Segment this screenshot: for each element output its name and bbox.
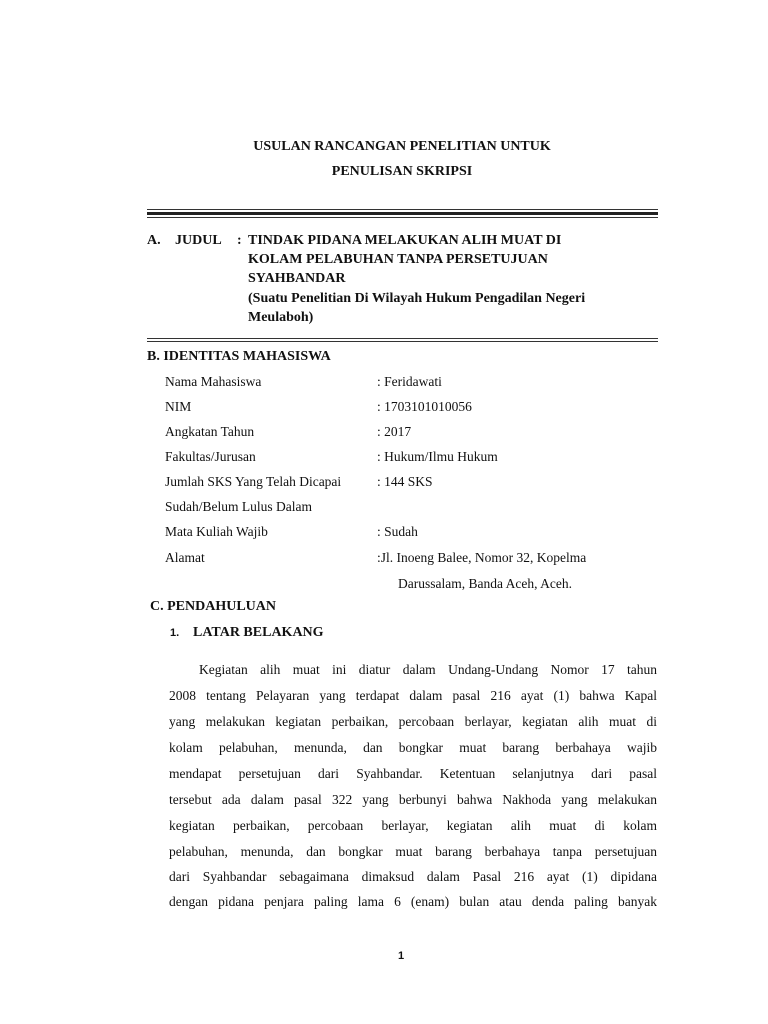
identity-label: Jumlah SKS Yang Telah Dicapai [165,474,342,489]
paragraph-line: pelabuhan, menunda, dan bongkar muat barang berbahaya tanpa persetujuan [169,844,657,859]
identity-label: Fakultas/Jurusan [165,449,256,464]
thesis-subtitle-line: Meulaboh) [248,310,314,325]
thesis-title-line: KOLAM PELABUHAN TANPA PERSETUJUAN [248,252,548,267]
paragraph-line: dari Syahbandar sebagaimana dimaksud dalam Pasal 216 ayat (1) dipidana [169,869,657,884]
identity-value: : Feridawati [377,374,442,389]
thesis-subtitle-line: (Suatu Penelitian Di Wilayah Hukum Pengadilan Negeri [248,291,586,306]
identity-label: Nama Mahasiswa [165,374,262,389]
paragraph-line: dengan pidana penjara paling lama 6 (enam) bulan atau denda paling banyak [169,894,657,909]
top-rule-thin-2 [147,217,658,218]
paragraph-line: tersebut ada dalam pasal 322 yang berbunyi bahwa Nakhoda yang melakukan [169,792,657,807]
identity-value: : 1703101010056 [377,399,472,414]
top-rule-thick [147,212,658,215]
section-rule-thin-1 [147,338,658,339]
identity-label: Alamat [165,550,205,565]
section-rule-thin-2 [147,341,658,342]
page-number: 1 [398,950,405,962]
section-a-colon: : [237,233,242,248]
section-a-label: JUDUL [175,233,222,248]
paragraph-line: Kegiatan alih muat ini diatur dalam Undang-Undang Nomor 17 tahun [199,662,657,677]
identity-label: NIM [165,399,192,414]
paragraph-line: mendapat persetujuan dari Syahbandar. Ketentuan selanjutnya dari pasal [169,766,657,781]
document-title-line-1: USULAN RANCANGAN PENELITIAN UNTUK [253,139,551,154]
subsection-heading: LATAR BELAKANG [193,625,324,640]
thesis-title-line: SYAHBANDAR [248,271,346,286]
section-c-heading: C. PENDAHULUAN [150,599,276,614]
identity-value: : 144 SKS [377,474,433,489]
subsection-marker: 1. [170,627,180,639]
identity-value: : Hukum/Ilmu Hukum [377,449,498,464]
identity-value: :Jl. Inoeng Balee, Nomor 32, Kopelma [377,550,587,565]
thesis-title-line: TINDAK PIDANA MELAKUKAN ALIH MUAT DI [248,233,562,248]
identity-label: Sudah/Belum Lulus Dalam [165,499,312,514]
paragraph-line: 2008 tentang Pelayaran yang terdapat dalam pasal 216 ayat (1) bahwa Kapal [169,688,657,703]
paragraph-line: yang melakukan kegiatan perbaikan, percobaan berlayar, kegiatan alih muat di [169,714,657,729]
document-title-line-2: PENULISAN SKRIPSI [331,164,473,179]
paragraph-line: kegiatan perbaikan, percobaan berlayar, kegiatan alih muat di kolam [169,818,657,833]
identity-value: : Sudah [377,524,418,539]
top-rule-thin-1 [147,209,658,210]
identity-label: Angkatan Tahun [165,424,255,439]
identity-value: : 2017 [377,424,412,439]
identity-label: Mata Kuliah Wajib [165,524,268,539]
paragraph-line: kolam pelabuhan, menunda, dan bongkar muat barang berbahaya wajib [169,740,657,755]
address-continuation: Darussalam, Banda Aceh, Aceh. [398,576,572,591]
section-a-marker: A. [147,233,161,248]
section-b-heading: B. IDENTITAS MAHASISWA [147,349,331,364]
